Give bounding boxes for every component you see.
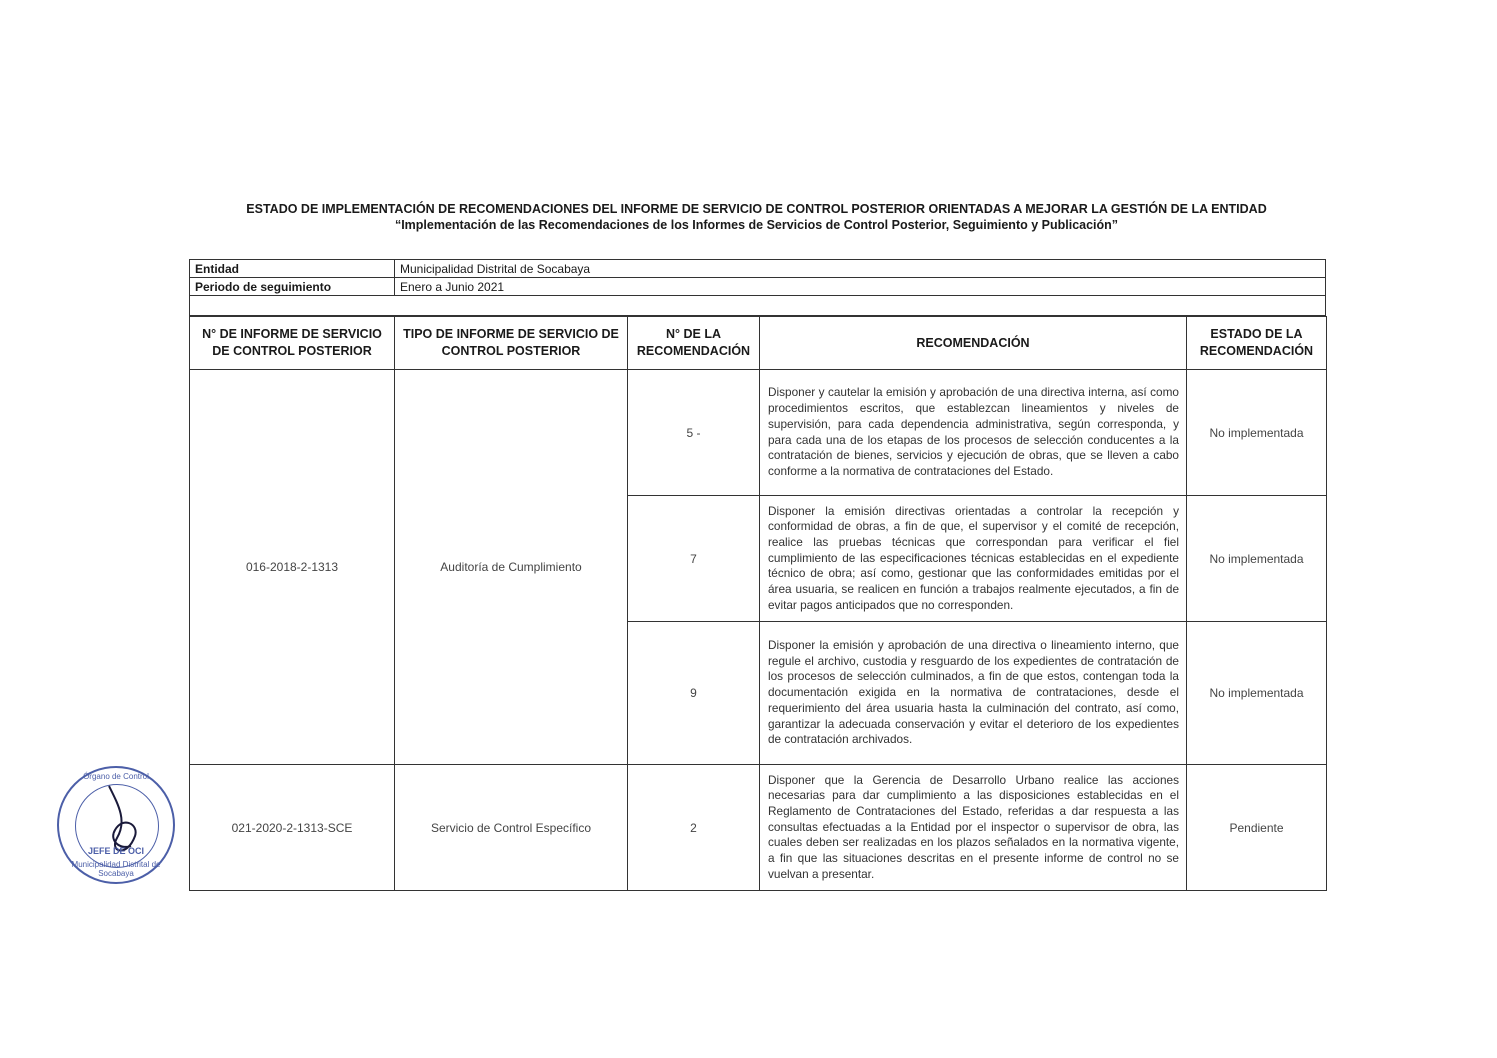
meta-spacer-cell (190, 296, 1326, 316)
meta-row-entidad (190, 260, 1326, 278)
stamp-middle-text: JEFE DE OCI (87, 846, 144, 856)
tipo-cell: Servicio de Control Específico (395, 765, 628, 891)
periodo-label: Periodo de seguimiento (190, 278, 395, 296)
title-line-1: ESTADO DE IMPLEMENTACIÓN DE RECOMENDACIONES DEL INFORME DE SERVICIO DE CONTROL POSTERIOR ORIENTADAS A MEJORAR LA GESTIÓN DE LA ENTIDAD (246, 202, 1267, 216)
numero-cell: 9 (628, 622, 760, 765)
header-tipo: TIPO DE INFORME DE SERVICIO DE CONTROL POSTERIOR (395, 317, 628, 370)
recomendacion-cell: Disponer la emisión directivas orientadas a controlar la recepción y conformidad de obras, a fin de que, el supervisor y el comité de recepción, realice las pruebas técnicas que correspondan para verificar el fiel cumplimiento de las especificaciones técnicas establecidas en el expediente técnico de obra; así como, gestionar que las conformidades emitidas por el área usuaria, se realicen en función a trabajos realmente ejecutados, a fin de evitar pagos anticipados que no corresponden. (760, 496, 1187, 622)
header-numero: N° DE LA RECOMENDACIÓN (628, 317, 760, 370)
stamp-top-text: Órgano de Control (83, 772, 149, 781)
table-row (190, 765, 1327, 891)
meta-table (189, 259, 1326, 316)
meta-spacer-row (190, 296, 1326, 316)
table-row (190, 370, 1327, 496)
estado-cell: No implementada (1187, 622, 1327, 765)
entidad-value: Municipalidad Distrital de Socabaya (395, 260, 1326, 278)
recomendacion-cell: Disponer que la Gerencia de Desarrollo Urbano realice las acciones necesarias para dar cumplimiento a las disposiciones establecidas en el Reglamento de Contrataciones del Estado, referidas a dar respuesta a las consultas efectuadas a la Entidad por el inspector o supervisor de obra, las cuales deben ser realizadas en los plazos señalados en la normativa vigente, a fin que las situaciones descritas en el presente informe de control no se vuelvan a presentar. (760, 765, 1187, 891)
entidad-label: Entidad (190, 260, 395, 278)
recommendations-table (189, 316, 1327, 891)
meta-row-periodo (190, 278, 1326, 296)
estado-cell: No implementada (1187, 370, 1327, 496)
header-recomendacion: RECOMENDACIÓN (760, 317, 1187, 370)
informe-cell: 016-2018-2-1313 (190, 370, 395, 765)
informe-cell: 021-2020-2-1313-SCE (190, 765, 395, 891)
header-row (190, 317, 1327, 370)
numero-cell: 2 (628, 765, 760, 891)
document-title (150, 201, 1363, 233)
recomendacion-cell: Disponer y cautelar la emisión y aprobación de una directiva interna, así como procedimientos escritos, que establezcan lineamientos y niveles de supervisión, para cada dependencia administrativa, según corresponda, y para cada una de los etapas de los procesos de selección conducentes a la contratación de bienes, servicios y ejecución de obras, que se lleven a cabo conforme a la normativa de contrataciones del Estado. (760, 370, 1187, 496)
stamp-bottom-text: Municipalidad Distrital de Socabaya (71, 860, 161, 878)
numero-cell: 5 - (628, 370, 760, 496)
estado-cell: Pendiente (1187, 765, 1327, 891)
header-informe: N° DE INFORME DE SERVICIO DE CONTROL POSTERIOR (190, 317, 395, 370)
title-line-2: “Implementación de las Recomendaciones de los Informes de Servicios de Control Posterior, Seguimiento y Publicación” (394, 218, 1119, 232)
tipo-cell: Auditoría de Cumplimiento (395, 370, 628, 765)
numero-cell: 7 (628, 496, 760, 622)
official-stamp (57, 766, 175, 884)
periodo-value: Enero a Junio 2021 (395, 278, 1326, 296)
header-estado: ESTADO DE LA RECOMENDACIÓN (1187, 317, 1327, 370)
recomendacion-cell: Disponer la emisión y aprobación de una directiva o lineamiento interno, que regule el archivo, custodia y resguardo de los expedientes de contratación de los procesos de selección culminados, a fin de que estos, contengan toda la documentación exigida en la normativa de contrataciones, desde el requerimiento del área usuaria hasta la culminación del contrato, así como, garantizar la adecuada conservación y evitar el deterioro de los expedientes de contratación archivados. (760, 622, 1187, 765)
estado-cell: No implementada (1187, 496, 1327, 622)
